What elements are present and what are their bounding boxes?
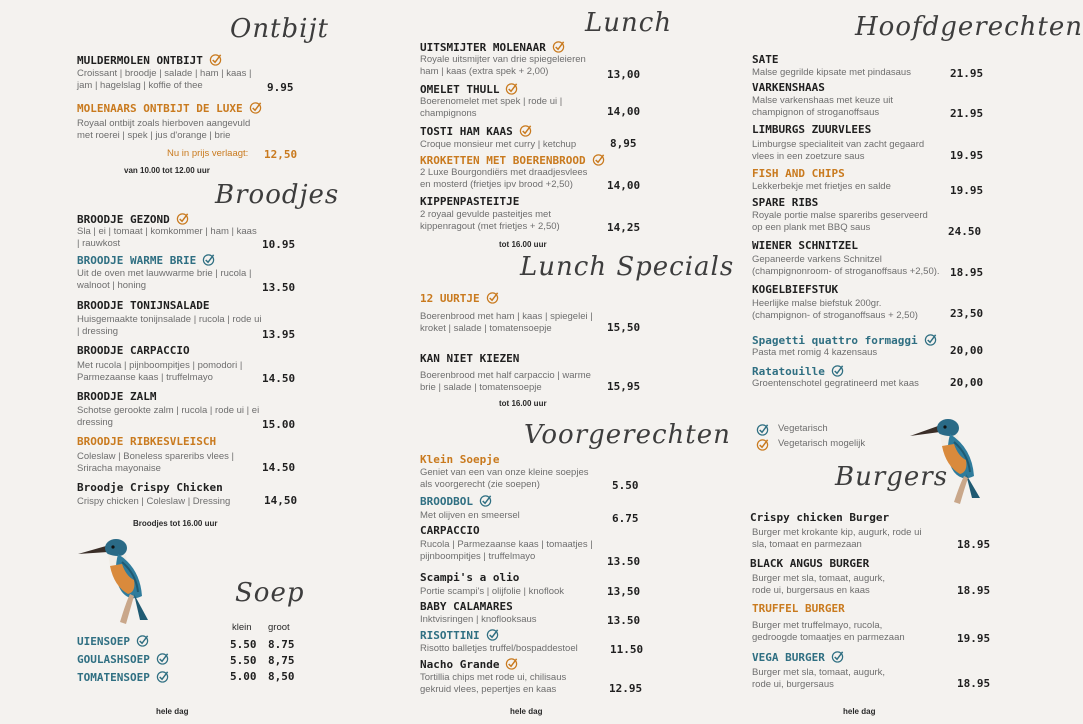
menu-item-name: KIPPENPASTEITJE	[420, 195, 520, 208]
lunch-specials-note: tot 16.00 uur	[499, 399, 547, 408]
menu-item-price: 19.95	[950, 149, 984, 162]
vegetarian-possible-icon	[486, 291, 499, 304]
vegetarian-icon	[136, 634, 149, 647]
price-klein: 5.00	[230, 670, 257, 683]
menu-item-desc: Uit de oven met lauwwarme brie | rucola | walnoot | honing	[77, 268, 252, 291]
menu-item-name: BROODBOL	[420, 494, 492, 508]
menu-item-desc: Geniet van een van onze kleine soepjes als voorgerecht (zie soepen)	[420, 467, 589, 490]
menu-item-price: 15,50	[607, 321, 641, 334]
menu-item-desc: Groentenschotel gegratineerd met kaas	[752, 378, 919, 389]
menu-item-name: TRUFFEL BURGER	[752, 602, 845, 615]
menu-item-price: 14,00	[607, 179, 641, 192]
broodjes-title: Broodjes	[215, 180, 340, 210]
menu-item-name: BROODJE ZALM	[77, 390, 157, 403]
menu-item-price: 14.50	[262, 461, 296, 474]
vegetarian-possible-icon	[519, 124, 532, 137]
menu-item-price: 12.95	[609, 682, 643, 695]
vegetarian-icon	[756, 423, 769, 436]
menu-item-price: 19.95	[950, 184, 984, 197]
vegetarian-possible-icon	[505, 657, 518, 670]
burgers-note: hele dag	[843, 707, 876, 716]
menu-item-desc: Limburgse specialiteit van zacht gegaard vlees in een zoetzure saus	[752, 139, 925, 162]
vegetarian-possible-icon	[249, 101, 262, 114]
menu-item-name: BABY CALAMARES	[420, 600, 513, 613]
vegetarian-icon	[831, 650, 844, 663]
menu-item-name: VARKENSHAAS	[752, 81, 825, 94]
menu-item-desc: Boerenbrood met half carpaccio | warme brie | salade | tomatensoepje	[420, 370, 591, 393]
menu-item-name: SATE	[752, 53, 779, 66]
menu-item-desc: Boerenbrood met ham | kaas | spiegelei | kroket | salade | tomatensoepje	[420, 311, 593, 334]
menu-item-price: 20,00	[950, 376, 984, 389]
menu-item-name: MOLENAARS ONTBIJT DE LUXE	[77, 101, 262, 115]
price-klein: 5.50	[230, 638, 257, 651]
menu-item-name: BROODJE GEZOND	[77, 212, 189, 226]
menu-item-desc: Tortillia chips met rode ui, chilisaus gekruid vlees, pepertjes en kaas	[420, 672, 567, 695]
menu-item-name: Scampi's a olio	[420, 571, 520, 584]
voorgerechten-title: Voorgerechten	[524, 420, 731, 450]
menu-item-desc: Schotse gerookte zalm | rucola | rode ui | ei dressing	[77, 405, 260, 428]
menu-item-desc: Pasta met romig 4 kazensaus	[752, 347, 878, 358]
vegetarian-icon	[156, 670, 169, 683]
menu-item-desc: Croissant | broodje | salade | ham | kaas | jam | hagelslag | koffie of thee	[77, 68, 252, 91]
vegetarian-possible-icon	[209, 53, 222, 66]
menu-item-desc: Crispy chicken | Coleslaw | Dressing	[77, 496, 231, 507]
vegetarian-possible-icon	[592, 153, 605, 166]
menu-item-price: 24.50	[948, 225, 982, 238]
menu-item-price: 21.95	[950, 107, 984, 120]
lunch-title: Lunch	[585, 8, 673, 38]
menu-item-name: BROODJE TONIJNSALADE	[77, 299, 210, 312]
burgers-title: Burgers	[835, 462, 949, 492]
menu-item-name: MULDERMOLEN ONTBIJT	[77, 53, 222, 67]
menu-item-desc: Royale uitsmijter van drie spiegeleieren ham | kaas (extra spek + 2,00)	[420, 54, 586, 77]
menu-item-price: 14,00	[607, 105, 641, 118]
menu-item-price: 13.50	[262, 281, 296, 294]
soep-title: Soep	[235, 578, 305, 608]
menu-item-price: 5.50	[612, 479, 639, 492]
menu-item-name: Nacho Grande	[420, 657, 518, 671]
price-groot: 8,50	[268, 670, 295, 683]
menu-item-desc: Heerlijke malse biefstuk 200gr. (champignon- of stroganoffsaus + 2,50)	[752, 298, 918, 321]
ontbijt-note: van 10.00 tot 12.00 uur	[124, 166, 210, 175]
price-klein: 5.50	[230, 654, 257, 667]
menu-item-desc: Met rucola | pijnboompitjes | pomodori | Parmezaanse kaas | truffelmayo	[77, 360, 243, 383]
menu-item-price: 18.95	[957, 538, 991, 551]
menu-item-desc: Boerenomelet met spek | rode ui | champignons	[420, 96, 563, 119]
menu-item-name: Crispy chicken Burger	[750, 511, 890, 524]
menu-item-price: 21.95	[950, 67, 984, 80]
vegetarian-possible-icon	[552, 40, 565, 53]
ontbijt-title: Ontbijt	[230, 14, 329, 44]
legend-vegetarian-possible: Vegetarisch mogelijk	[778, 438, 866, 449]
menu-item-name: WIENER SCHNITZEL	[752, 239, 858, 252]
menu-item-price: 11.50	[610, 643, 644, 656]
menu-item-name: RISOTTINI	[420, 628, 499, 642]
menu-item-price: 13,50	[607, 585, 641, 598]
menu-item-price: 20,00	[950, 344, 984, 357]
kingfisher-illustration	[78, 532, 158, 627]
promo-label: Nu in prijs verlaagt:	[167, 148, 249, 159]
col-groot: groot	[268, 622, 290, 633]
vegetarian-possible-icon	[176, 212, 189, 225]
menu-item-price: 19.95	[957, 632, 991, 645]
menu-item-name: 12 UURTJE	[420, 291, 499, 305]
lunch-specials-title: Lunch Specials	[520, 252, 735, 282]
vegetarian-icon	[486, 628, 499, 641]
menu-item-desc: Lekkerbekje met frietjes en salde	[752, 181, 891, 192]
menu-item-desc: Coleslaw | Boneless spareribs vlees | Sriracha mayonaise	[77, 451, 235, 474]
menu-item-name: SPARE RIBS	[752, 196, 819, 209]
price-groot: 8,75	[268, 654, 295, 667]
menu-item-desc: Burger met sla, tomaat, augurk, rode ui, burgersaus en kaas	[752, 573, 886, 596]
menu-item-name: BROODJE WARME BRIE	[77, 253, 215, 267]
menu-item-price: 14.50	[262, 372, 296, 385]
legend-vegetarian: Vegetarisch	[778, 423, 828, 434]
menu-item-desc: Royaal ontbijt zoals hierboven aangevuld met roerei | spek | jus d'orange | brie	[77, 118, 251, 141]
menu-item-name: Klein Soepje	[420, 453, 500, 466]
menu-item-name: FISH AND CHIPS	[752, 167, 845, 180]
menu-item-price: 10.95	[262, 238, 296, 251]
broodjes-note: Broodjes tot 16.00 uur	[133, 519, 218, 528]
menu-item-name: Ratatouille	[752, 364, 844, 378]
menu-item-name: Spagetti quattro formaggi	[752, 333, 937, 347]
vegetarian-icon	[924, 333, 937, 346]
promo-price: 12,50	[264, 148, 298, 161]
vegetarian-icon	[156, 652, 169, 665]
vegetarian-icon	[831, 364, 844, 377]
menu-item-desc: Inktvisringen | knoflooksaus	[420, 614, 537, 625]
menu-item-desc: Risotto balletjes truffel/bospaddestoel	[420, 643, 578, 654]
menu-item-name: KROKETTEN MET BOERENBROOD	[420, 153, 605, 167]
menu-item-price: 18.95	[957, 677, 991, 690]
menu-item-name: GOULASHSOEP	[77, 652, 169, 666]
menu-item-desc: Malse gegrilde kipsate met pindasaus	[752, 67, 911, 78]
menu-item-desc: Burger met truffelmayo, rucola, gedroogde tomaatjes en parmezaan	[752, 620, 905, 643]
menu-item-price: 15,95	[607, 380, 641, 393]
menu-item-price: 15.00	[262, 418, 296, 431]
menu-item-name: BLACK ANGUS BURGER	[750, 557, 870, 570]
menu-item-name: KOGELBIEFSTUK	[752, 283, 839, 296]
menu-item-desc: Malse varkenshaas met keuze uit champignon of stroganoffsaus	[752, 95, 893, 118]
menu-item-desc: Burger met sla, tomaat, augurk, rode ui, burgersaus	[752, 667, 886, 690]
menu-item-price: 13.50	[607, 555, 641, 568]
menu-item-desc: Sla | ei | tomaat | komkommer | ham | kaas | rauwkost	[77, 226, 257, 249]
menu-item-name: TOMATENSOEP	[77, 670, 169, 684]
menu-item-price: 6.75	[612, 512, 639, 525]
menu-item-desc: Gepaneerde varkens Schnitzel (champignonroom- of stroganoffsaus +2,50).	[752, 254, 940, 277]
menu-item-desc: Rucola | Parmezaanse kaas | tomaatjes | pijnboompitjes | truffelmayo	[420, 539, 593, 562]
menu-item-name: OMELET THULL	[420, 82, 518, 96]
hoofdgerechten-title: Hoofdgerechten	[855, 12, 1083, 42]
menu-item-name: LIMBURGS ZUURVLEES	[752, 123, 872, 136]
vegetarian-icon	[479, 494, 492, 507]
vegetarian-possible-icon	[505, 82, 518, 95]
menu-item-desc: Met olijven en smeersel	[420, 510, 520, 521]
menu-item-name: BROODJE CARPACCIO	[77, 344, 190, 357]
menu-item-name: CARPACCIO	[420, 524, 480, 537]
menu-item-name: KAN NIET KIEZEN	[420, 352, 520, 365]
menu-item-price: 8,95	[610, 137, 637, 150]
menu-item-desc: Huisgemaakte tonijnsalade | rucola | rode ui | dressing	[77, 314, 262, 337]
menu-item-desc: 2 Luxe Bourgondiërs met draadjesvlees en mosterd (frietjes ipv brood +2,50)	[420, 167, 588, 190]
menu-item-price: 13.95	[262, 328, 296, 341]
menu-item-name: BROODJE RIBKESVLEISCH	[77, 435, 217, 448]
menu-item-name: UITSMIJTER MOLENAAR	[420, 40, 565, 54]
menu-item-desc: 2 royaal gevulde pasteitjes met kippenragout (met frietjes + 2,50)	[420, 209, 560, 232]
menu-item-price: 13.50	[607, 614, 641, 627]
menu-item-name: TOSTI HAM KAAS	[420, 124, 532, 138]
menu-item-desc: Burger met krokante kip, augurk, rode ui sla, tomaat en parmezaan	[752, 527, 922, 550]
menu-item-price: 14,25	[607, 221, 641, 234]
vegetarian-icon	[202, 253, 215, 266]
menu-item-price: 18.95	[957, 584, 991, 597]
menu-item-price: 13,00	[607, 68, 641, 81]
price-groot: 8.75	[268, 638, 295, 651]
menu-item-name: Broodje Crispy Chicken	[77, 481, 223, 494]
col-klein: klein	[232, 622, 252, 633]
menu-item-price: 14,50	[264, 494, 298, 507]
menu-item-price: 23,50	[950, 307, 984, 320]
menu-item-desc: Portie scampi's | olijfolie | knoflook	[420, 586, 565, 597]
menu-item-price: 9.95	[267, 81, 294, 94]
menu-item-name: UIENSOEP	[77, 634, 149, 648]
menu-item-name: VEGA BURGER	[752, 650, 844, 664]
vegetarian-possible-icon	[756, 438, 769, 451]
lunch-note: tot 16.00 uur	[499, 240, 547, 249]
menu-item-desc: Royale portie malse spareribs geserveerd op een plank met BBQ saus	[752, 210, 928, 233]
soep-note: hele dag	[156, 707, 189, 716]
menu-item-price: 18.95	[950, 266, 984, 279]
voorgerechten-note: hele dag	[510, 707, 543, 716]
menu-item-desc: Croque monsieur met curry | ketchup	[420, 139, 577, 150]
